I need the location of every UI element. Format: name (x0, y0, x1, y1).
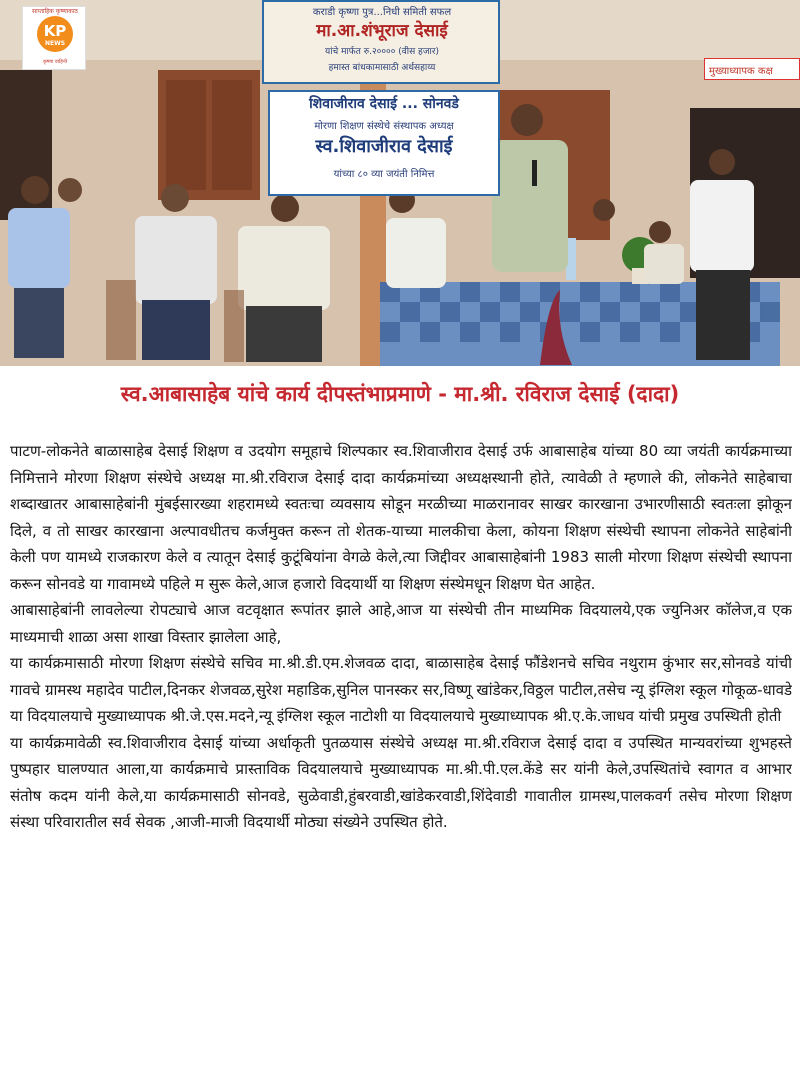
wall-banner-mid-line4: यांच्या ८० व्या जयंती निमित्त (333, 169, 435, 180)
article-paragraph-4: या कार्यक्रमावेळी स्व.शिवाजीराव देसाई यांच्या अर्धाकृती पुतळयास संस्थेचे अध्यक्ष मा.श्री.रविराज देसाई दादा व उपस्थित मान्यवरांच्या शुभहस्ते पुष्पहार घालण्यात आला,या कार्यक्रमाचे प्रास्ताविक विदयालयाचे मुख्याध्यापक मा.श्री.पी.एल.केंडे सर यांनी केले,उपस्थितांचे स्वागत व आभार संतोष कदम यांनी केले,या कार्यक्रमासाठी सोनवडे, सुळेवाडी,हुंबरवाडी,खांडेकरवाडी,शिंदेवाडी गावातील ग्रामस्थ,पालकवर्ग तसेच मोरणा शिक्षण संस्था परिवारातील सर्व सेवक ,आजी-माजी विदयार्थी मोठ्या संख्येने उपस्थित होते. (10, 733, 792, 831)
logo-brand: KP (43, 22, 67, 40)
kp-news-logo (22, 6, 86, 70)
door-sign-text: मुख्याध्यापक कक्ष (709, 66, 773, 77)
article-paragraph-2: आबासाहेबांनी लावलेल्या रोपट्याचे आज वटवृक्षात रूपांतर झाले आहे,आज या संस्थेची तीन माध्यमिक विदयालये,एक ज्युनिअर कॉलेज,व एक माध्यमाची शाळा असा शाखा विस्तार झालेला आहे, (10, 601, 792, 646)
article-body (10, 438, 792, 1070)
wall-banner-mid-line2: मोरणा शिक्षण संस्थेचे संस्थापक अध्यक्ष (314, 121, 454, 132)
wall-banner-top-line3: यांचे मार्फत रु.२०००० (वीस हजार) (324, 47, 440, 57)
wall-banner-top-line2: मा.आ.शंभूराज देसाई (316, 21, 448, 41)
wall-banner-top (262, 0, 500, 84)
wall-banner-middle (268, 90, 500, 196)
article-paragraph-3: या कार्यक्रमासाठी मोरणा शिक्षण संस्थेचे सचिव मा.श्री.डी.एम.शेजवळ दादा, बाळासाहेब देसाई फौंडेशनचे सचिव नथुराम कुंभार सर,सोनवडे यांची गावचे ग्रामस्थ महादेव पाटील,दिनकर शेजवळ,सुरेश महाडिक,सुनिल पानस्कर सर,विष्णू खांडेकर,विठ्ठल पाटील,तसेच न्यू इंग्लिश स्कूल गोकूळ-धावडे या विदयालयाचे मुख्याध्यापक श्री.जे.एस.मदने,न्यू इंग्लिश स्कूल नाटोशी या विदयालयाचे मुख्याध्यापक श्री.ए.के.जाधव यांची प्रमुख उपस्थिती होती (10, 654, 792, 725)
wall-banner-top-line1: कराडी कृष्णा पुत्र...निधी समिती सफल (312, 7, 452, 18)
logo-bottom-text: कृष्णा वाहिनी (42, 59, 68, 65)
wall-banner-mid-line3: स्व.शिवाजीराव देसाई (315, 136, 453, 157)
wall-banner-top-line4: हमास्त बांधकामासाठी अर्थसहाय्य (328, 63, 436, 73)
article-headline: स्व.आबासाहेब यांचे कार्य दीपस्तंभाप्रमाणे - मा.श्री. रविराज देसाई (दादा) (120, 382, 680, 406)
event-photo (0, 0, 800, 366)
logo-top-text: साप्ताहिक कृष्णाकाठ (32, 8, 78, 15)
headmaster-office-sign (704, 58, 800, 80)
logo-sub: NEWS (44, 40, 66, 47)
article-paragraph-1: पाटण-लोकनेते बाळासाहेब देसाई शिक्षण व उदयोग समूहाचे शिल्पकार स्व.शिवाजीराव देसाई उर्फ आबासाहेब यांच्या 80 व्या जयंती कार्यक्रमाच्या निमित्ताने मोरणा शिक्षण संस्थेचे अध्यक्ष मा.श्री.रविराज देसाई दादा कार्यक्रमांच्या अध्यक्षस्थानी होते, त्यावेळी ते म्हणाले की, लोकनेते साहेबाचा शब्दाखातर आबासाहेबांनी मुंबईसारख्या शहरामध्ये स्वतःचा व्यवसाय सोडून मरळीच्या माळरानावर साखर कारखाना उभारणीसाठी स्वतःला झोकून दिले, व तो साखर कारखाना अल्पावधीतच कर्जमुक्त करून तो शेतक-याच्या मालकीचा केला, कोयना शिक्षण संस्थेची स्थापना लोकनेते साहेबांनी केली पण यामध्ये राजकारण केले व त्यातून देसाई कुटूंबियांना वेगळे केले,त्या जिद्दीवर आबासाहेबांनी 1983 साली मोरणा शिक्षण संस्थेची स्थापना करून सोनवडे या गावामध्ये पहिले म सुरू केले,आज हजारो विदयार्थी या शिक्षण संस्थेमधून शिक्षण घेत आहेत. (10, 442, 792, 593)
wall-banner-mid-line1: शिवाजीराव देसाई ... सोनवडे (309, 96, 459, 112)
